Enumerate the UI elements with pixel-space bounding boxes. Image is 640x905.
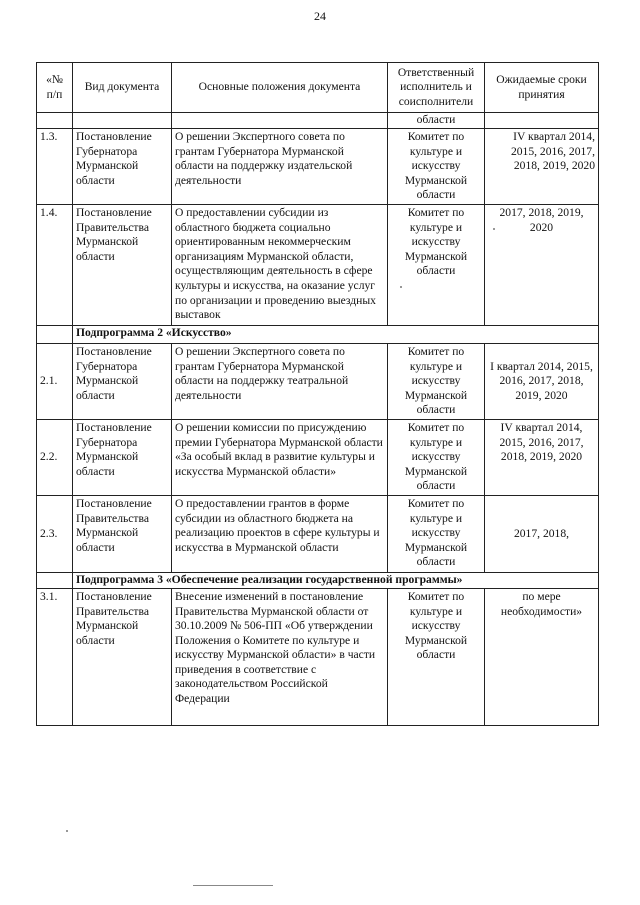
page-number: 24 <box>314 9 326 23</box>
table-row <box>37 204 599 325</box>
row-provisions: О предоставлении субсидии из областного бюджета социально ориентированным некоммерческим организациям Мурманской области, осуществляющим деятельность в сфере культуры и искусства, на оказание услуг по организации и проведению выездных выставок <box>172 204 388 325</box>
cell-empty <box>485 113 599 129</box>
section-heading-row <box>37 572 599 588</box>
row-doc-type: Постановление Губернатора Мурманской области <box>73 343 172 419</box>
row-provisions: О решении комиссии по присуждению премии Губернатора Мурманской области «За особый вклад в развитие культуры и искусства Мурманской области» <box>172 419 388 495</box>
cell-empty <box>172 113 388 129</box>
continuation-row <box>37 113 599 129</box>
table-row <box>37 495 599 572</box>
row-doc-type: Постановление Губернатора Мурманской области <box>73 419 172 495</box>
cell-empty <box>37 113 73 129</box>
section-2-title: Подпрограмма 2 «Искусство» <box>73 325 599 343</box>
program-documents-table <box>36 62 599 726</box>
row-deadline: IV квартал 2014, 2015, 2016, 2017, 2018, 2019, 2020 <box>485 419 599 495</box>
row-provisions: О решении Экспертного совета по грантам Губернатора Мурманской области на поддержку издательской деятельности <box>172 129 388 205</box>
cell-empty <box>37 325 73 343</box>
header-responsible: Ответственный исполнитель и соисполнители <box>388 63 485 113</box>
row-num: 2.3. <box>37 495 73 572</box>
footer-rule <box>193 885 273 886</box>
row-deadline: IV квартал 2014, 2015, 2016, 2017, 2018, 2019, 2020 <box>485 129 599 205</box>
row-responsible: Комитет по культуре и искусству Мурманской области <box>388 419 485 495</box>
continuation-responsible: области <box>388 113 485 129</box>
row-num: 3.1. <box>37 588 73 725</box>
row-deadline: I квартал 2014, 2015, 2016, 2017, 2018, 2019, 2020 <box>485 343 599 419</box>
row-num: 1.4. <box>37 204 73 325</box>
row-responsible: Комитет по культуре и искусству Мурманской области <box>388 129 485 205</box>
row-doc-type: Постановление Губернатора Мурманской области <box>73 129 172 205</box>
row-doc-type: Постановление Правительства Мурманской области <box>73 495 172 572</box>
row-num: 2.2. <box>37 419 73 495</box>
table-header-row <box>37 63 599 113</box>
header-doc-type: Вид документа <box>73 63 172 113</box>
row-responsible: Комитет по культуре и искусству Мурманской области <box>388 588 485 725</box>
table-row <box>37 343 599 419</box>
header-provisions: Основные положения документа <box>172 63 388 113</box>
scan-speck <box>493 228 495 230</box>
scan-speck <box>400 286 402 288</box>
row-responsible: Комитет по культуре и искусству Мурманской области <box>388 204 485 325</box>
row-num: 1.3. <box>37 129 73 205</box>
row-doc-type: Постановление Правительства Мурманской области <box>73 204 172 325</box>
row-deadline: 2017, 2018, 2019, 2020 <box>485 204 599 325</box>
table-row <box>37 419 599 495</box>
cell-empty <box>37 572 73 588</box>
section-3-title: Подпрограмма 3 «Обеспечение реализации государственной программы» <box>73 572 599 588</box>
row-num: 2.1. <box>37 343 73 419</box>
table-row <box>37 588 599 725</box>
row-responsible: Комитет по культуре и искусству Мурманской области <box>388 343 485 419</box>
row-responsible: Комитет по культуре и искусству Мурманской области <box>388 495 485 572</box>
header-num: «№ п/п <box>37 63 73 113</box>
row-deadline: 2017, 2018, <box>485 495 599 572</box>
row-provisions: О предоставлении грантов в форме субсидии из областного бюджета на реализацию проектов в сфере культуры и искусства в Мурманской области <box>172 495 388 572</box>
cell-empty <box>73 113 172 129</box>
row-doc-type: Постановление Правительства Мурманской области <box>73 588 172 725</box>
row-provisions: Внесение изменений в постановление Правительства Мурманской области от 30.10.2009 № 506-ПП «Об утверждении Положения о Комитете по культуре и искусству Мурманской области» в части приведения в соответствие с законодательством Российской Федерации <box>172 588 388 725</box>
header-deadline: Ожидаемые сроки принятия <box>485 63 599 113</box>
scan-speck <box>66 830 68 832</box>
section-heading-row <box>37 325 599 343</box>
row-provisions: О решении Экспертного совета по грантам Губернатора Мурманской области на поддержку театральной деятельности <box>172 343 388 419</box>
table-row <box>37 129 599 205</box>
row-deadline: по мере необходимости» <box>485 588 599 725</box>
